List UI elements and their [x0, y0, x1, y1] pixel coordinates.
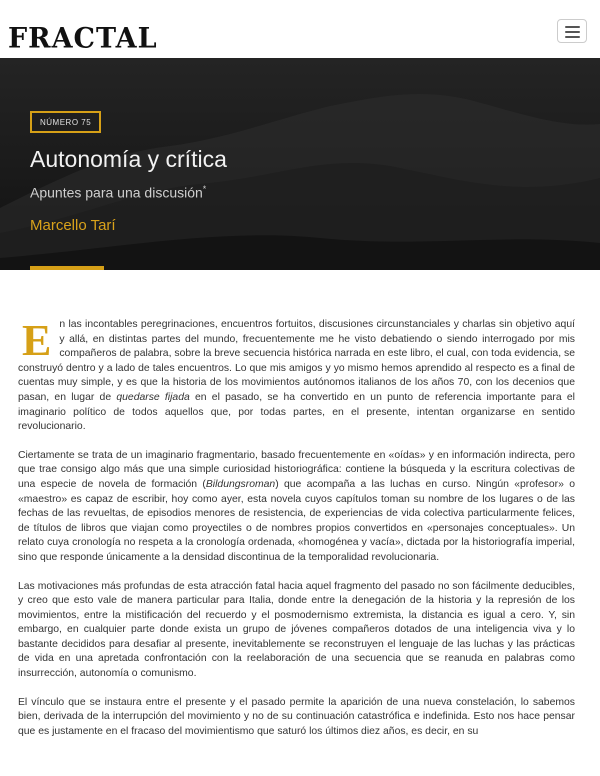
- paragraph-4: El vínculo que se instaura entre el presente y el pasado permite la aparición de una nueva constelación, lo sabemos bien, derivada de la interrupción del movimiento y no de su continuación catastrófica e indefinida. Esto nos hace pensar que es justamente en el fracaso del movimientismo que saturó los últimos diez años, es decir, en su: [18, 696, 575, 737]
- top-navbar: [0, 0, 600, 58]
- paragraph-2: [18, 449, 575, 566]
- accent-bar: [30, 266, 104, 270]
- article-body: [18, 318, 575, 753]
- hamburger-icon-line-2: [565, 31, 580, 33]
- paragraph-1-text-end: en el pasado, se ha convertido en un punto de referencia importante para el imaginario político de todos aquellos que, por todas partes, en el presente, intentan organizarse en sentido revolucionario.: [18, 391, 575, 433]
- drop-cap: E: [22, 316, 52, 365]
- article-author[interactable]: Marcello Tarí: [30, 217, 116, 234]
- issue-number-badge[interactable]: NÚMERO 75: [30, 111, 101, 133]
- paragraph-2-text: Ciertamente se trata de un imaginario fragmentario, basado frecuentemente en «oídas» y en información indirecta, pero que trae consigo algo más que una simple curiosidad historiográfica: contiene la búsqueda y la escritura colectivas de una especie de novela de formación (: [18, 449, 575, 490]
- menu-toggle-button[interactable]: [557, 19, 587, 43]
- emphasis-text: Bildungsroman: [205, 478, 276, 490]
- paragraph-1: [18, 318, 575, 435]
- article-hero: [0, 58, 600, 270]
- article-subtitle: [30, 179, 206, 203]
- site-logo[interactable]: FRACTAL: [8, 22, 158, 55]
- footnote-marker[interactable]: *: [202, 184, 207, 194]
- paragraph-1-text: n las incontables peregrinaciones, encuentros fortuitos, discusiones circunstanciales y charlas sin objetivo aquí y allá, en distintas partes del mundo, frecuentemente me he visto debatiendo o siendo interrogado por mis compañeros de palabra, sobre la breve secuencia histórica narrada en este libro, el cual, con toda evidencia, se construyó dentro y a lado de tales encuentros. Lo que mis amigos y yo mismo hemos aprendido al respecto es a final de cuentas muy simple, y es que la historia de los movimientos autónomos italianos de los años 70, con los decenios que pasan, en lugar de: [18, 319, 575, 403]
- article-subtitle-text: Apuntes para una discusión: [30, 184, 203, 201]
- article-title: Autonomía y crítica: [30, 146, 227, 172]
- paragraph-2-text-end: ) que acompaña a las luchas en curso. Ningún «profesor» o «maestro» es capaz de escribir, hoy como ayer, esta novela cuyos capítulos toman su nombre de los lugares o de las fechas de las revueltas, de episodios menores de resistencia, de experiencias de vida colectiva particularmente felices, de títulos de libros que viajan como proyectiles o de nombres propios convertidos en «personajes conceptuales». Un relato cuya cronología no respeta a la cronología ordenada, «homogénea y vacía», dictada por la historiografía imperial, sino que responde únicamente a la densidad discontinua de la temporalidad revolucionaria.: [18, 478, 575, 563]
- paragraph-3: Las motivaciones más profundas de esta atracción fatal hacia aquel fragmento del pasado no son fácilmente deducibles, y creo que esto vale de manera particular para Italia, donde entre la denegación de la historia y la represión de los movimientos, entre la mistificación del recuerdo y el posmodernismo extremista, la distancia es igual a cero. Y, sin embargo, en cualquier parte donde exista un grupo de jóvenes compañeros dotados de una inteligencia viva y lo bastante decididos para desafiar al presente, inevitablemente se reconstruyen el lenguaje de las luchas y las prácticas de vida en una apretada confrontación con la reelaboración de una secuencia que se reanuda en palabras como insurrección, autonomía o comunismo.: [18, 580, 575, 680]
- hamburger-icon-line-3: [565, 36, 580, 38]
- hamburger-icon: [565, 26, 580, 28]
- emphasis-text: quedarse fijada: [116, 391, 190, 403]
